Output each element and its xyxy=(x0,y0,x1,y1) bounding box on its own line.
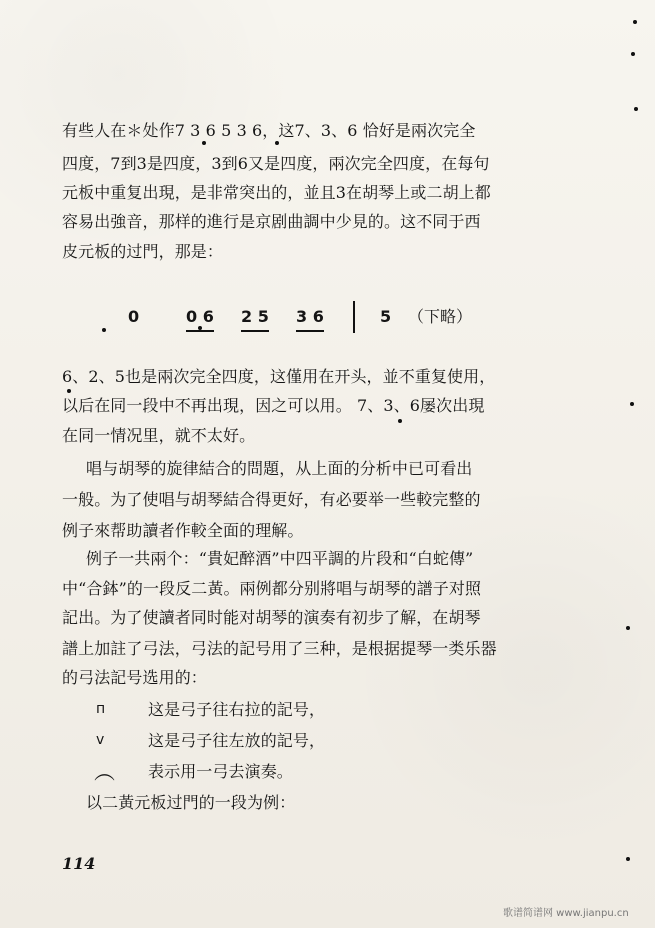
lower-octave-dot xyxy=(198,326,202,330)
paragraph-line: 以后在同一段中不再出現，因之可以用。 7、3、6屡次出現 xyxy=(62,396,485,415)
music-rest-zero: 0 xyxy=(128,307,140,326)
music-bar-line xyxy=(353,301,355,333)
paragraph-line: 四度，7到3是四度，3到6又是四度，兩次完全四度，在每句 xyxy=(62,154,490,173)
scan-speck xyxy=(102,328,106,332)
watermark-text: 歌谱简谱网 www.jianpu.cn xyxy=(503,908,629,919)
left-bow-symbol: v xyxy=(96,732,105,748)
scan-speck xyxy=(631,52,635,56)
paragraph-line: 皮元板的过門，那是： xyxy=(62,242,224,261)
numbered-music-example xyxy=(128,301,488,335)
page-number: 114 xyxy=(62,854,96,873)
music-note-pair: 0 6 xyxy=(186,307,214,326)
paragraph-line: 中“合鉢”的一段反二黃。兩例都分别將唱与胡琴的譜子对照 xyxy=(62,579,482,598)
music-note-pair: 2 5 xyxy=(241,307,269,326)
bow-explanation: 表示用一弓去演奏。 xyxy=(148,762,293,781)
paragraph-line: 有些人在＊处作7 3 6 5 3 6，这7、3、6 恰好是兩次完全 xyxy=(62,121,476,140)
music-omitted-note: （下略） xyxy=(408,307,473,326)
right-bow-symbol: п xyxy=(96,701,106,717)
music-underline xyxy=(241,330,269,332)
lower-octave-dot xyxy=(202,141,206,145)
paragraph-line: 在同一情况里，就不太好。 xyxy=(62,426,256,445)
scan-speck xyxy=(630,402,634,406)
lower-octave-dot xyxy=(398,419,402,423)
music-note-pair: 3 6 xyxy=(296,307,324,326)
bow-explanation: 这是弓子往右拉的記号， xyxy=(148,700,326,719)
paragraph-line: 6、2、5也是兩次完全四度，这僅用在开头，並不重复使用， xyxy=(62,367,496,386)
paragraph-line: 唱与胡琴的旋律結合的問題，从上面的分析中已可看出 xyxy=(86,459,473,478)
scan-speck xyxy=(633,20,637,24)
paragraph-line: 譜上加註了弓法，弓法的記号用了三种，是根据提琴一类乐器 xyxy=(62,639,497,658)
paragraph-line: 以二黃元板过門的一段为例： xyxy=(86,793,296,812)
music-underline xyxy=(186,330,214,332)
paragraph-line: 容易出強音，那样的進行是京剧曲調中少見的。这不同于西 xyxy=(62,212,481,231)
bow-explanation: 这是弓子往左放的記号， xyxy=(148,731,326,750)
scan-speck xyxy=(626,857,630,861)
lower-octave-dot xyxy=(275,141,279,145)
music-note: 5 xyxy=(380,307,392,326)
paragraph-line: 例子來帮助讀者作較全面的理解。 xyxy=(62,521,304,540)
paragraph-line: 元板中重复出現，是非常突出的，並且3在胡琴上或二胡上都 xyxy=(62,183,491,202)
music-underline xyxy=(296,330,324,332)
paragraph-line: 的弓法記号选用的： xyxy=(62,668,207,687)
paragraph-line: 例子一共兩个：“貴妃醉酒”中四平調的片段和“白蛇傳” xyxy=(86,549,474,568)
lower-octave-dot xyxy=(67,389,71,393)
paragraph-line: 記出。为了使讀者同时能对胡琴的演奏有初步了解，在胡琴 xyxy=(62,608,481,627)
paragraph-line: 一般。为了使唱与胡琴結合得更好，有必要举一些較完整的 xyxy=(62,490,481,509)
scan-speck xyxy=(634,107,638,111)
slur-symbol: ︵ xyxy=(94,760,115,784)
scan-speck xyxy=(626,626,630,630)
